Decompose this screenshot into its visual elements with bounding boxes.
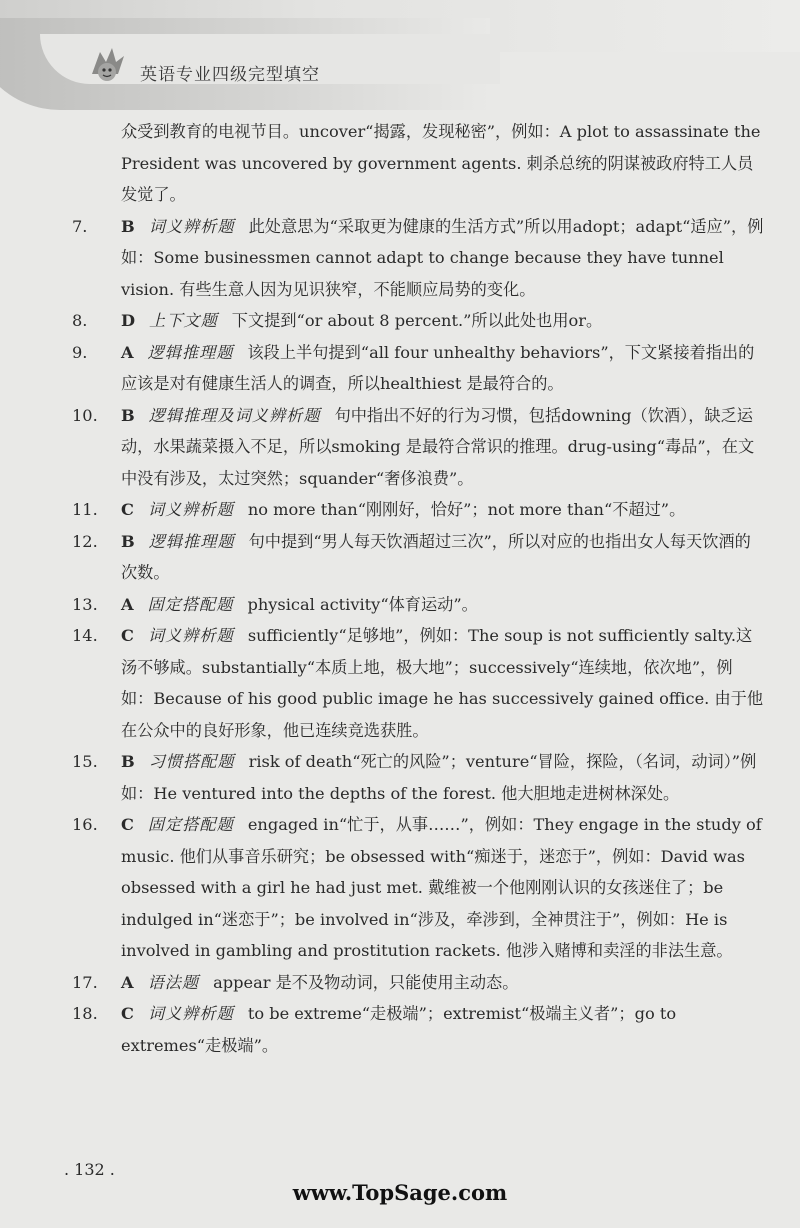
answer-letter: A bbox=[121, 594, 134, 614]
question-type: 固定搭配题 bbox=[147, 594, 234, 614]
item-number: 18. bbox=[72, 1004, 98, 1023]
header-title: 英语专业四级完型填空 bbox=[140, 65, 320, 85]
answer-item bbox=[72, 400, 764, 495]
answer-item bbox=[72, 998, 764, 1061]
answer-explanations bbox=[72, 116, 764, 1061]
explanation-text: 此处意思为“采取更为健康的生活方式”所以用adopt；adapt“适应”，例如：Some businessmen cannot adapt to change because they have tunnel vision. 有些生意人因为见识狭窄，不能顺应局势的变化。 bbox=[121, 216, 764, 299]
question-type: 逻辑推理题 bbox=[147, 342, 234, 362]
question-type: 词义辨析题 bbox=[147, 626, 234, 645]
page-header bbox=[0, 0, 800, 100]
answer-letter: A bbox=[121, 972, 134, 992]
question-type: 词义辨析题 bbox=[148, 216, 235, 236]
answer-item bbox=[72, 305, 764, 337]
answer-letter: B bbox=[121, 405, 135, 425]
item-number: 14. bbox=[72, 626, 98, 645]
answer-letter: D bbox=[121, 311, 136, 330]
question-type: 固定搭配题 bbox=[147, 815, 234, 834]
explanation-text: 句中提到“男人每天饮酒超过三次”，所以对应的也指出女人每天饮酒的次数。 bbox=[121, 531, 751, 582]
mascot-icon bbox=[86, 44, 128, 86]
item-number: 17. bbox=[72, 972, 98, 992]
answer-item bbox=[72, 589, 764, 621]
question-type: 上下文题 bbox=[149, 311, 218, 330]
answer-item bbox=[72, 809, 764, 967]
item-number: 7. bbox=[72, 216, 88, 236]
answer-letter: B bbox=[121, 752, 135, 771]
item-number: 11. bbox=[72, 500, 98, 519]
item-number: 8. bbox=[72, 311, 88, 330]
explanation-text: no more than“刚刚好，恰好”；not more than“不超过”。 bbox=[247, 500, 686, 519]
item-number: 13. bbox=[72, 594, 98, 614]
answer-letter: B bbox=[121, 216, 135, 236]
continuation-paragraph: 众受到教育的电视节目。uncover“揭露，发现秘密”，例如：A plot to assassinate the President was uncovered by government agents. 刺杀总统的阴谋被政府特工人员发觉了。 bbox=[121, 122, 761, 204]
answer-item bbox=[72, 337, 764, 400]
answer-letter: C bbox=[121, 815, 134, 834]
question-type: 习惯搭配题 bbox=[148, 752, 235, 771]
explanation-text: 句中指出不好的行为习惯，包括downing（饮酒），缺乏运动，水果蔬菜摄入不足，所以smoking 是最符合常识的推理。drug-using“毒品”，在文中没有涉及，太过突然；squander“奢侈浪费”。 bbox=[121, 405, 755, 488]
item-number: 16. bbox=[72, 815, 98, 834]
explanation-text: sufficiently“足够地”，例如：The soup is not sufficiently salty.这汤不够咸。substantially“本质上地，极大地”；successively“连续地，依次地”，例如：Because of his good public image he has successively gained office. 由于他在公众中的良好形象，他已连续竞选获胜。 bbox=[121, 626, 764, 740]
answer-letter: C bbox=[121, 626, 134, 645]
footer-url: www.TopSage.com bbox=[292, 1180, 508, 1205]
explanation-text: physical activity“体育运动”。 bbox=[247, 594, 478, 614]
page-number: . 132 . bbox=[64, 1160, 115, 1179]
item-number: 9. bbox=[72, 342, 88, 362]
question-type: 逻辑推理及词义辨析题 bbox=[148, 405, 321, 425]
question-type: 逻辑推理题 bbox=[148, 531, 235, 551]
answer-item bbox=[72, 746, 764, 809]
question-type: 词义辨析题 bbox=[147, 1004, 234, 1023]
answer-letter: B bbox=[121, 531, 135, 551]
answer-list bbox=[72, 211, 764, 1062]
explanation-text: engaged in“忙于，从事……”，例如：They engage in the study of music. 他们从事音乐研究；be obsessed with“痴迷于，迷恋于”，例如：David was obsessed with a girl he had just met. 戴维被一个他刚刚认识的女孩迷住了；be indulged in“迷恋于”；be involved in“涉及，牵涉到，全神贯注于”，例如：He is involved in gambling and prostitution rackets. 他涉入赌博和卖淫的非法生意。 bbox=[121, 815, 762, 960]
explanation-text: risk of death“死亡的风险”；venture“冒险，探险，（名词，动词）”例如：He ventured into the depths of the forest. 他大胆地走进树林深处。 bbox=[121, 752, 757, 803]
answer-item bbox=[72, 620, 764, 746]
explanation-text: appear 是不及物动词，只能使用主动态。 bbox=[213, 972, 519, 992]
answer-item bbox=[72, 967, 764, 999]
answer-letter: C bbox=[121, 1004, 134, 1023]
item-number: 15. bbox=[72, 752, 98, 771]
answer-item bbox=[72, 526, 764, 589]
explanation-text: 下文提到“or about 8 percent.”所以此处也用or。 bbox=[231, 311, 603, 330]
question-type: 语法题 bbox=[147, 972, 200, 992]
answer-letter: A bbox=[121, 342, 134, 362]
explanation-text: 该段上半句提到“all four unhealthy behaviors”，下文紧接着指出的应该是对有健康生活人的调查，所以healthiest 是最符合的。 bbox=[121, 342, 755, 393]
explanation-text: to be extreme“走极端”；extremist“极端主义者”；go to extremes“走极端”。 bbox=[121, 1004, 677, 1055]
question-type: 词义辨析题 bbox=[147, 500, 234, 519]
answer-item bbox=[72, 494, 764, 526]
answer-item bbox=[72, 211, 764, 306]
item-number: 12. bbox=[72, 531, 98, 551]
answer-letter: C bbox=[121, 500, 134, 519]
item-number: 10. bbox=[72, 405, 98, 425]
